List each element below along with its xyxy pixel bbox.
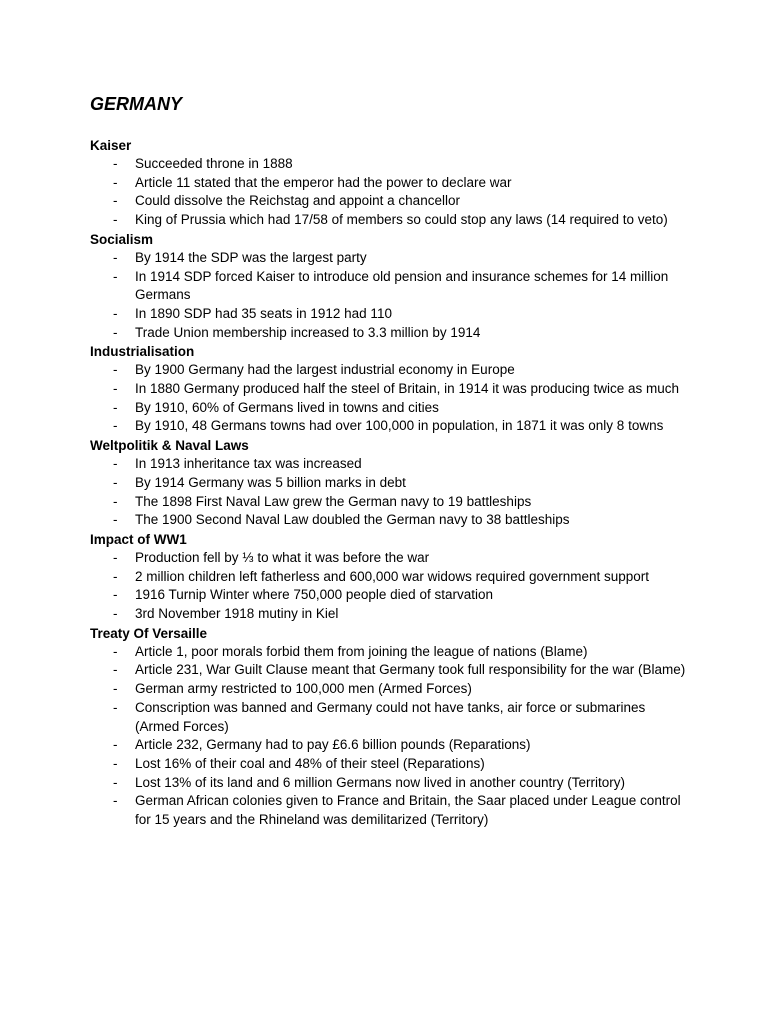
list-item [90, 474, 690, 493]
document-page [90, 90, 690, 830]
dash-bullet-icon: - [113, 643, 118, 659]
dash-bullet-icon: - [113, 324, 118, 340]
list-item [90, 643, 690, 662]
list-item-text: Succeeded throne in 1888 [135, 156, 293, 171]
list-item [90, 361, 690, 380]
bullet-list [90, 249, 690, 343]
list-item-text: German African colonies given to France and Britain, the Saar placed under League control for 15 years and the Rhineland was demilitarized (Territory) [135, 793, 681, 828]
section-heading: Weltpolitik & Naval Laws [90, 438, 249, 454]
list-item [90, 493, 690, 512]
bullet-list [90, 155, 690, 230]
list-item [90, 380, 690, 399]
list-item-text: The 1900 Second Naval Law doubled the German navy to 38 battleships [135, 512, 570, 528]
dash-bullet-icon: - [113, 662, 118, 678]
list-item-text: In 1880 Germany produced half the steel of Britain, in 1914 it was producing twice as much [135, 381, 680, 397]
dash-bullet-icon: - [113, 774, 118, 790]
list-item-text: Lost 16% of their coal and 48% of their steel (Reparations) [135, 755, 485, 771]
dash-bullet-icon: - [113, 493, 118, 509]
list-item-text: Production fell by ⅓ to what it was before the war [135, 549, 430, 565]
bullet-list [90, 643, 690, 830]
dash-bullet-icon: - [113, 268, 118, 284]
section [90, 436, 690, 530]
list-item [90, 661, 690, 680]
list-item-text: German army restricted to 100,000 men (Armed Forces) [135, 681, 472, 697]
section-heading: Socialism [90, 231, 154, 247]
list-item-text: By 1900 Germany had the largest industrial economy in Europe [135, 362, 515, 378]
list-item-text: Conscription was banned and Germany could not have tanks, air force or submarines (Armed Forces) [135, 699, 646, 734]
section [90, 624, 690, 830]
dash-bullet-icon: - [113, 737, 118, 753]
section [90, 530, 690, 624]
list-item [90, 605, 690, 624]
dash-bullet-icon: - [113, 418, 118, 434]
dash-bullet-icon: - [113, 549, 118, 565]
list-item [90, 305, 690, 324]
dash-bullet-icon: - [113, 156, 118, 171]
list-item-text: Trade Union membership increased to 3.3 million by 1914 [135, 324, 481, 340]
list-item-text: In 1913 inheritance tax was increased [135, 456, 362, 472]
list-item-text: In 1914 SDP forced Kaiser to introduce old pension and insurance schemes for 14 million Germans [135, 268, 669, 303]
list-item [90, 792, 690, 829]
list-item [90, 680, 690, 699]
list-item-text: 1916 Turnip Winter where 750,000 people died of starvation [135, 587, 493, 603]
dash-bullet-icon: - [113, 249, 118, 265]
dash-bullet-icon: - [113, 587, 118, 603]
dash-bullet-icon: - [113, 305, 118, 321]
dash-bullet-icon: - [113, 212, 118, 228]
list-item [90, 324, 690, 343]
section [90, 136, 690, 230]
document-title: GERMANY [90, 94, 183, 114]
list-item-text: Article 11 stated that the emperor had the power to declare war [135, 174, 512, 190]
list-item-text: 3rd November 1918 mutiny in Kiel [135, 606, 339, 622]
dash-bullet-icon: - [113, 793, 118, 809]
dash-bullet-icon: - [113, 362, 118, 378]
list-item-text: Could dissolve the Reichstag and appoint a chancellor [135, 193, 460, 209]
dash-bullet-icon: - [113, 568, 118, 584]
list-item-text: Lost 13% of its land and 6 million Germans now lived in another country (Territory) [135, 774, 625, 790]
list-item [90, 249, 690, 268]
list-item-text: The 1898 First Naval Law grew the German navy to 19 battleships [135, 493, 532, 509]
list-item [90, 549, 690, 568]
bullet-list [90, 549, 690, 624]
list-item-text: By 1910, 60% of Germans lived in towns and cities [135, 399, 439, 415]
list-item-text: Article 232, Germany had to pay £6.6 billion pounds (Reparations) [135, 737, 531, 753]
list-item [90, 568, 690, 587]
list-item [90, 455, 690, 474]
list-item [90, 736, 690, 755]
list-item-text: Article 231, War Guilt Clause meant that Germany took full responsibility for the war (Blame) [135, 662, 686, 678]
dash-bullet-icon: - [113, 755, 118, 771]
list-item-text: By 1914 Germany was 5 billion marks in debt [135, 474, 406, 490]
list-item [90, 774, 690, 793]
section-heading: Treaty Of Versaille [90, 625, 208, 641]
dash-bullet-icon: - [113, 699, 118, 715]
dash-bullet-icon: - [113, 381, 118, 397]
list-item [90, 174, 690, 193]
section [90, 342, 690, 436]
section-heading: Impact of WW1 [90, 531, 187, 547]
dash-bullet-icon: - [113, 456, 118, 472]
list-item [90, 511, 690, 530]
list-item [90, 755, 690, 774]
list-item [90, 699, 690, 736]
list-item [90, 155, 690, 174]
dash-bullet-icon: - [113, 193, 118, 209]
dash-bullet-icon: - [113, 681, 118, 697]
section-heading: Kaiser [90, 138, 132, 153]
list-item [90, 399, 690, 418]
list-item-text: King of Prussia which had 17/58 of members so could stop any laws (14 required to veto) [135, 212, 668, 228]
list-item-text: By 1914 the SDP was the largest party [135, 249, 367, 265]
list-item [90, 192, 690, 211]
list-item-text: In 1890 SDP had 35 seats in 1912 had 110 [135, 305, 392, 321]
list-item [90, 417, 690, 436]
bullet-list [90, 361, 690, 436]
dash-bullet-icon: - [113, 512, 118, 528]
sections-container [90, 136, 690, 830]
list-item [90, 211, 690, 230]
bullet-list [90, 455, 690, 530]
dash-bullet-icon: - [113, 399, 118, 415]
section [90, 230, 690, 343]
list-item [90, 268, 690, 305]
section-heading: Industrialisation [90, 344, 195, 360]
list-item-text: By 1910, 48 Germans towns had over 100,000 in population, in 1871 it was only 8 towns [135, 418, 664, 434]
dash-bullet-icon: - [113, 174, 118, 190]
list-item-text: Article 1, poor morals forbid them from joining the league of nations (Blame) [135, 643, 588, 659]
dash-bullet-icon: - [113, 606, 118, 622]
list-item [90, 586, 690, 605]
list-item-text: 2 million children left fatherless and 600,000 war widows required government support [135, 568, 650, 584]
dash-bullet-icon: - [113, 474, 118, 490]
